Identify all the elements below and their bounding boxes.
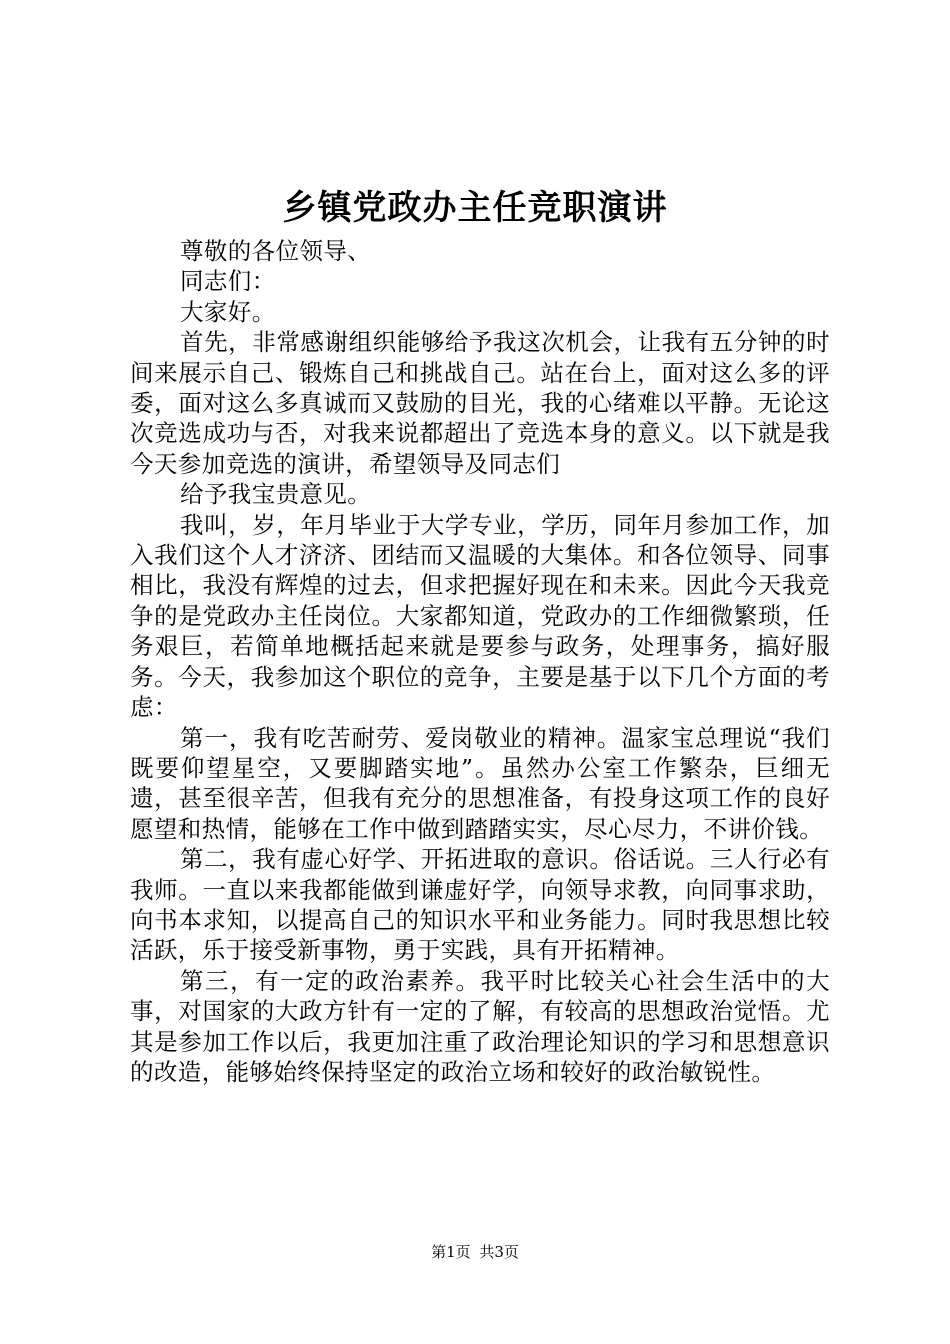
document-body bbox=[130, 236, 830, 1087]
paragraph-point-three: 第三，有一定的政治素养。我平时比较关心社会生活中的大事，对国家的大政方针有一定的了解，有较高的思想政治觉悟。尤其是参加工作以后，我更加注重了政治理论知识的学习和思想意识的改造，能够始终保持坚定的政治立场和较好的政治敏锐性。 bbox=[130, 966, 830, 1086]
paragraph-point-two: 第二，我有虚心好学、开拓进取的意识。俗话说。三人行必有我师。一直以来我都能做到谦虚好学，向领导求教，向同事求助，向书本求知，以提高自己的知识水平和业务能力。同时我思想比较活跃，乐于接受新事物，勇于实践，具有开拓精神。 bbox=[130, 845, 830, 965]
paragraph-point-one: 第一，我有吃苦耐劳、爱岗敬业的精神。温家宝总理说“我们既要仰望星空，又要脚踏实地”。虽然办公室工作繁杂，巨细无遗，甚至很辛苦，但我有充分的思想准备，有投身这项工作的良好愿望和热情，能够在工作中做到踏踏实实，尽心尽力，不讲价钱。 bbox=[130, 723, 830, 843]
page-number-footer: 第1页 共3页 bbox=[431, 1243, 519, 1261]
greeting-line: 大家好。 bbox=[180, 297, 276, 326]
paragraph-intro-continued: 给予我宝贵意见。 bbox=[180, 480, 372, 509]
salutation-line-2: 同志们： bbox=[180, 267, 276, 296]
salutation-line-1: 尊敬的各位领导、 bbox=[180, 237, 372, 265]
paragraph-intro: 首先，非常感谢组织能够给予我这次机会，让我有五分钟的时间来展示自己、锻炼自己和挑战自己。站在台上，面对这么多的评委，面对这么多真诚而又鼓励的目光，我的心绪难以平静。无论这次竞选成功与否，对我来说都超出了竞选本身的意义。以下就是我今天参加竞选的演讲，希望领导及同志们 bbox=[130, 328, 830, 478]
paragraph-self-introduction: 我叫，岁，年月毕业于大学专业，学历，同年月参加工作，加入我们这个人才济济、团结而又温暖的大集体。和各位领导、同事相比，我没有辉煌的过去，但求把握好现在和未来。因此今天我竞争的是党政办主任岗位。大家都知道，党政办的工作细微繁琐，任务艰巨，若简单地概括起来就是要参与政务，处理事务，搞好服务。今天，我参加这个职位的竞争，主要是基于以下几个方面的考虑： bbox=[130, 510, 830, 722]
document-title: 乡镇党政办主任竞职演讲 bbox=[282, 188, 668, 228]
